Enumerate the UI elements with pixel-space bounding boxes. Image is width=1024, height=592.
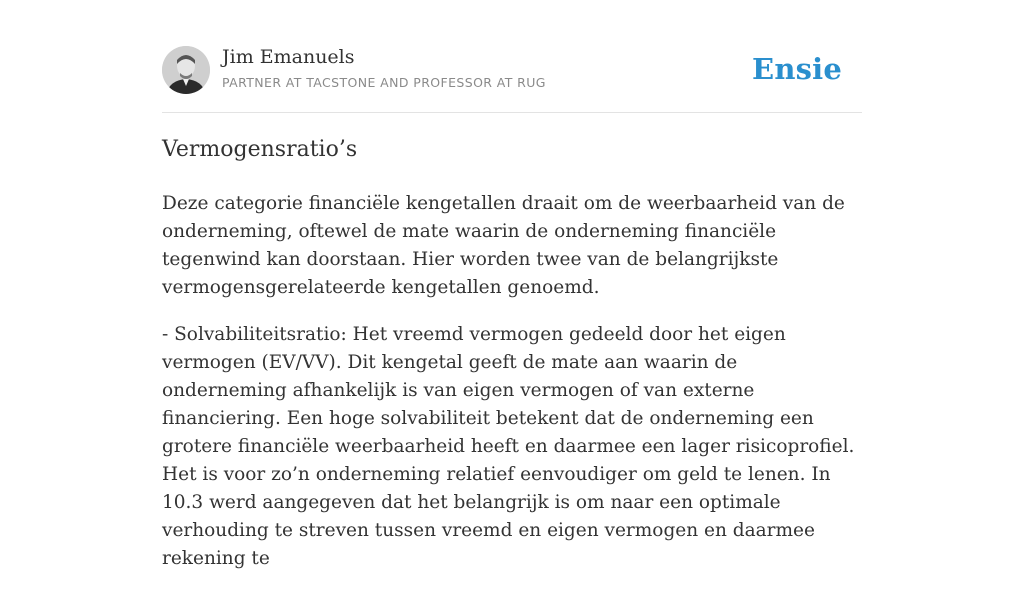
article-title: Vermogensratio’s: [162, 137, 358, 162]
article-body: [162, 190, 862, 592]
person-portrait-icon[interactable]: [162, 46, 210, 94]
paragraph-solvability: - Solvabiliteitsratio: Het vreemd vermogen gedeeld door het eigen vermogen (EV/VV). Dit kengetal geeft de mate aan waarin de onderneming afhankelijk is van eigen vermogen of van externe financiering. Een hoge solvabiliteit betekent dat de onderneming een grotere financiële weerbaarheid heeft en daarmee een lager risicoprofiel. Het is voor zo’n onderneming relatief eenvoudiger om geld te lenen. In 10.3 werd aangegeven dat het belangrijk is om naar een optimale verhouding te streven tussen vreemd en eigen vermogen en daarmee rekening te: [162, 324, 855, 569]
author-name[interactable]: Jim Emanuels: [222, 46, 355, 68]
header-divider: [162, 112, 862, 113]
definition-card: [162, 0, 862, 569]
author-role: PARTNER AT TACSTONE AND PROFESSOR AT RUG: [222, 75, 546, 90]
author-header: [162, 46, 862, 96]
ensie-logo[interactable]: Ensie: [752, 52, 842, 86]
paragraph-intro: Deze categorie financiële kengetallen draait om de weerbaarheid van de onderneming, oftewel de mate waarin de onderneming financiële tegenwind kan doorstaan. Hier worden twee van de belangrijkste vermogensgerelateerde kengetallen genoemd.: [162, 193, 845, 298]
